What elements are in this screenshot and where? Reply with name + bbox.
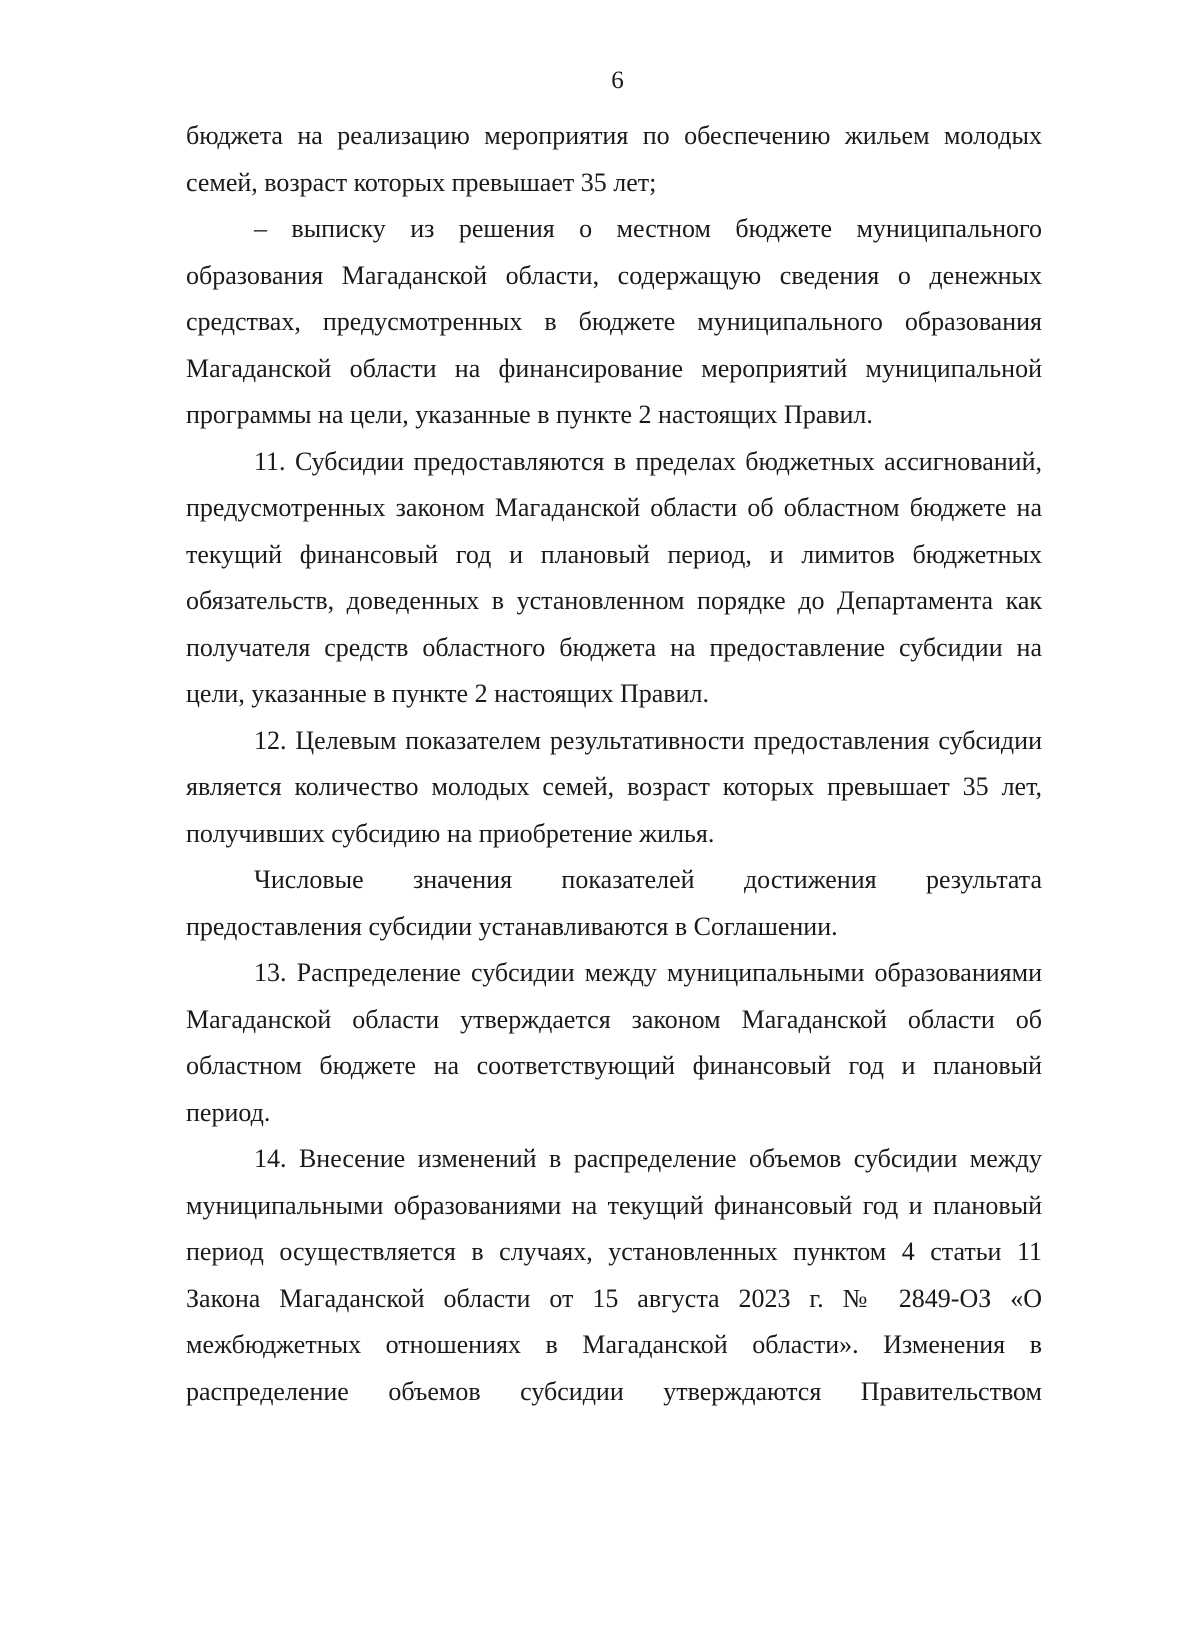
paragraph: Числовые значения показателей достижения результата предоставления субсидии устанавливаются в Соглашении.	[186, 865, 1042, 941]
paragraph: 11. Субсидии предоставляются в пределах бюджетных ассигнований, предусмотренных законом Магаданской области об областном бюджете на текущий финансовый год и плановый период, и лимитов бюджетных обязательств, доведенных в установленном порядке до Департамента как получателя средств областного бюджета на предоставление субсидии на цели, указанные в пункте 2 настоящих Правил.	[186, 446, 1042, 708]
page-number: 6	[611, 67, 624, 94]
paragraph: – выписку из решения о местном бюджете муниципального образования Магаданской области, содержащую сведения о денежных средствах, предусмотренных в бюджете муниципального образования Магаданской области на финансирование мероприятий муниципальной программы на цели, указанные в пункте 2 настоящих Правил.	[186, 214, 1042, 429]
document-body	[186, 113, 1042, 1415]
paragraph: 13. Распределение субсидии между муниципальными образованиями Магаданской области утверждается законом Магаданской области об областном бюджете на соответствующий финансовый год и плановый период.	[186, 958, 1042, 1127]
paragraph: бюджета на реализацию мероприятия по обеспечению жильем молодых семей, возраст которых превышает 35 лет;	[186, 121, 1042, 197]
paragraph: 12. Целевым показателем результативности предоставления субсидии является количество молодых семей, возраст которых превышает 35 лет, получивших субсидию на приобретение жилья.	[186, 725, 1042, 848]
paragraph: 14. Внесение изменений в распределение объемов субсидии между муниципальными образованиями на текущий финансовый год и плановый период осуществляется в случаях, установленных пунктом 4 статьи 11 Закона Магаданской области от 15 августа 2023 г. № 2849-ОЗ «О межбюджетных отношениях в Магаданской области». Изменения в распределение объемов субсидии утверждаются Правительством	[186, 1144, 1042, 1406]
